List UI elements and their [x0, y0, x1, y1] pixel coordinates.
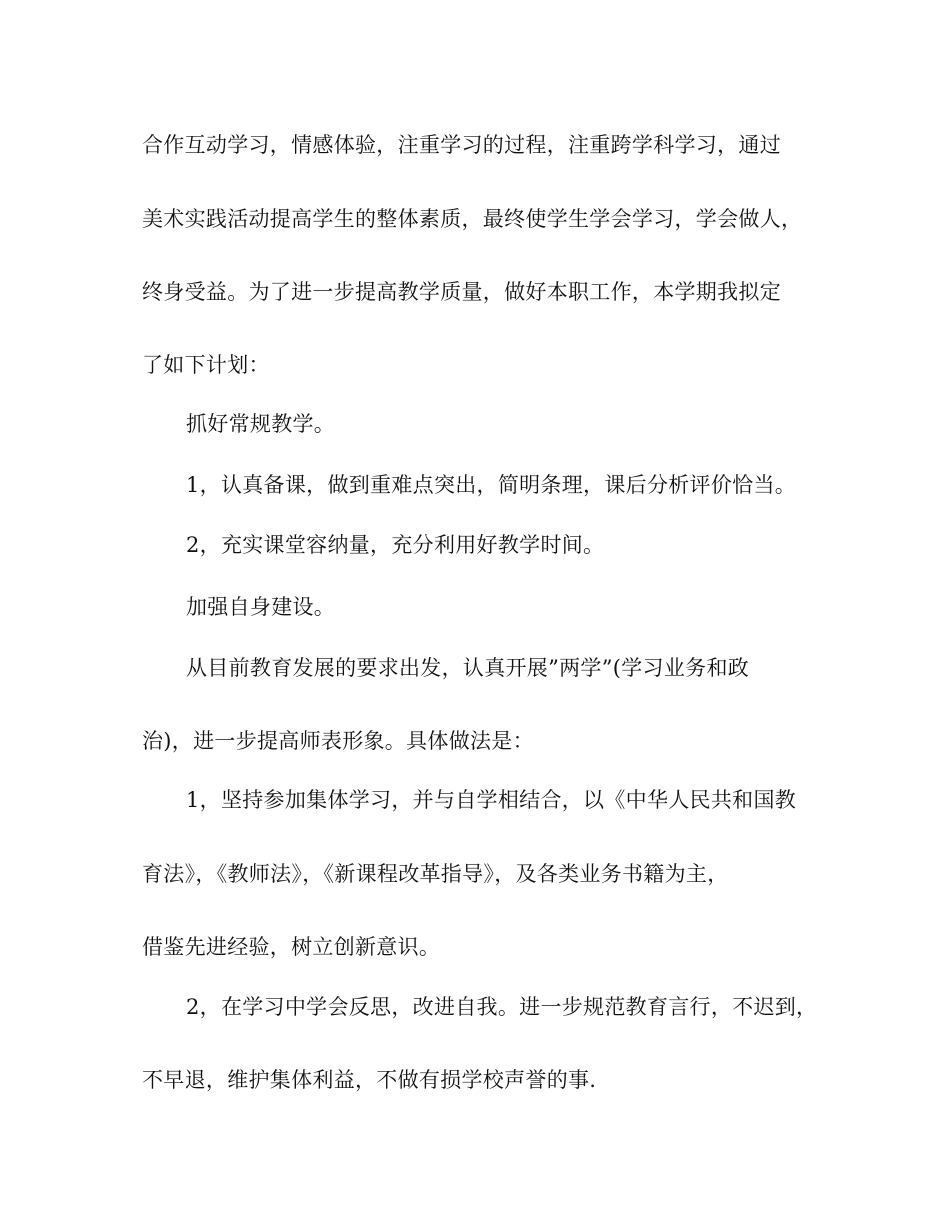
list-item: 2，在学习中学会反思，改进自我。进一步规范教育言行，不迟到，	[186, 995, 818, 1019]
paragraph-line: 美术实践活动提高学生的整体素质，最终使学生学会学习，学会做人，	[142, 207, 803, 231]
paragraph-line: 了如下计划：	[142, 353, 270, 377]
paragraph-line: 育法》，《教师法》，《新课程改革指导》，及各类业务书籍为主，	[142, 862, 729, 886]
list-item: 1，认真备课，做到重难点突出，简明条理，课后分析评价恰当。	[186, 473, 797, 497]
paragraph-line: 合作互动学习，情感体验，注重学习的过程，注重跨学科学习，通过	[142, 133, 781, 157]
list-item: 2，充实课堂容纳量，充分利用好教学时间。	[186, 533, 605, 557]
paragraph-line: 终身受益。为了进一步提高教学质量，做好本职工作，本学期我拟定	[142, 280, 781, 304]
section-heading: 抓好常规教学。	[186, 412, 336, 436]
paragraph-line: 不早退，维护集体利益，不做有损学校声誉的事.	[142, 1068, 597, 1092]
paragraph-line: 借鉴先进经验，树立创新意识。	[142, 935, 441, 959]
paragraph-line: 从目前教育发展的要求出发，认真开展”两学”(学习业务和政	[186, 656, 750, 680]
section-heading: 加强自身建设。	[186, 595, 336, 619]
list-item: 1，坚持参加集体学习，并与自学相结合，以《中华人民共和国教	[186, 788, 797, 812]
paragraph-line: 治)，进一步提高师表形象。具体做法是：	[142, 729, 534, 753]
